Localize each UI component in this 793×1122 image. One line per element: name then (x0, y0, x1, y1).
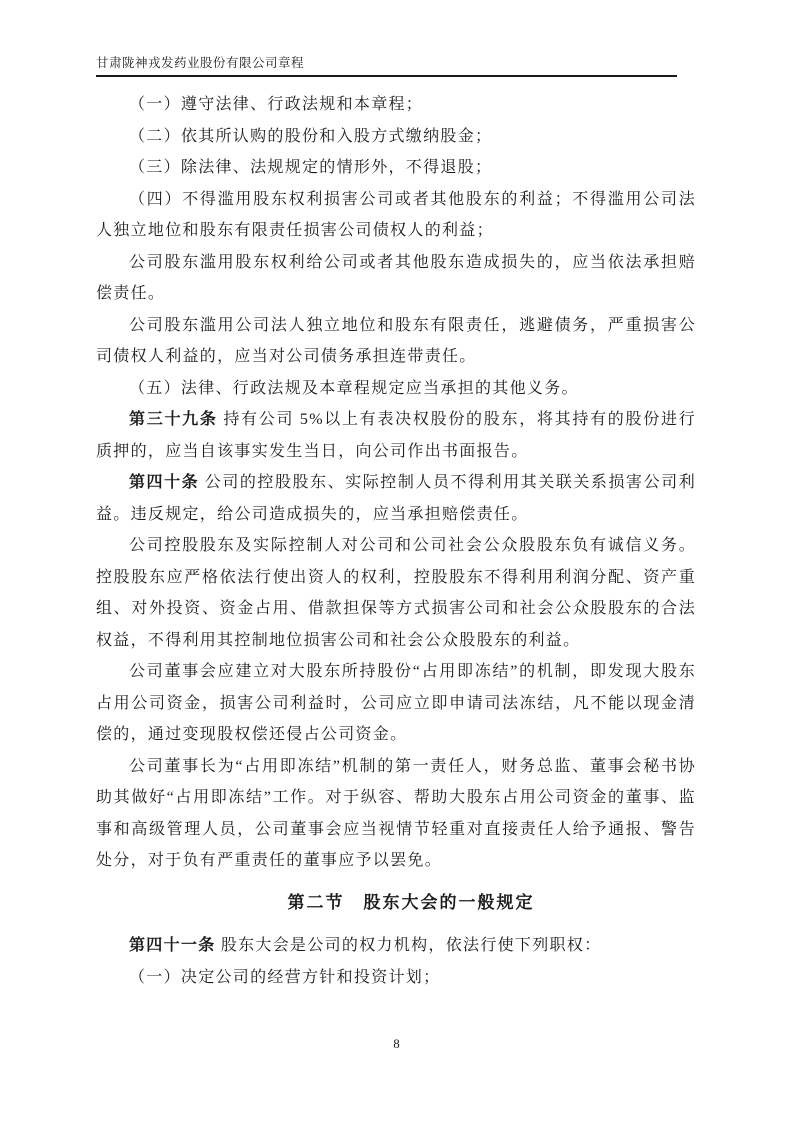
header-title: 甘肃陇神戎发药业股份有限公司章程 (96, 56, 305, 70)
article-number: 第三十九条 (129, 411, 218, 428)
paragraph: （三）除法律、法规规定的情形外，不得退股； (129, 159, 493, 176)
section-heading: 第二节 股东大会的一般规定 (287, 892, 535, 912)
paragraph: （一）遵守法律、行政法规和本章程； (129, 96, 424, 113)
paragraph: 公司控股股东及实际控制人对公司和公司社会公众股股东负有诚信义务。控股股东应严格依法行使出资人的权利，控股股东不得利用利润分配、资产重组、对外投资、资金占用、借款担保等方式损害公司和社会公众股股东的合法权益，不得利用其控制地位损害公司和社会公众股股东的利益。 (96, 537, 696, 649)
article-number: 第四十条 (129, 474, 200, 491)
paragraph: （一）决定公司的经营方针和投资计划； (129, 968, 441, 986)
paragraph: （二）依其所认购的股份和入股方式缴纳股金； (129, 127, 493, 145)
paragraph: 公司董事长为“占用即冻结”机制的第一责任人，财务总监、董事会秘书协助其做好“占用即冻结”工作。对于纵容、帮助大股东占用公司资金的董事、监事和高级管理人员，公司董事会应当视情节轻重对直接责任人给予通报、警告处分，对于负有严重责任的董事应予以罢免。 (96, 757, 696, 869)
paragraph: （四）不得滥用股东权利损害公司或者其他股东的利益；不得滥用公司法人独立地位和股东有限责任损害公司债权人的利益； (96, 190, 696, 239)
page-header (96, 53, 677, 77)
paragraph: 公司董事会应建立对大股东所持股份“占用即冻结”的机制，即发现大股东占用公司资金，损害公司利益时，公司应立即申请司法冻结，凡不能以现金清偿的，通过变现股权偿还侵占公司资金。 (96, 663, 696, 743)
paragraph: 第三十九条 持有公司 5%以上有表决权股份的股东，将其持有的股份进行质押的，应当自该事实发生当日，向公司作出书面报告。 (96, 411, 696, 460)
paragraph: （五）法律、行政法规及本章程规定应当承担的其他义务。 (129, 379, 579, 397)
page-footer (0, 1036, 793, 1052)
paragraph: 第四十一条 股东大会是公司的权力机构，依法行使下列职权： (129, 937, 602, 954)
paragraph: 第四十条 公司的控股股东、实际控制人员不得利用其关联关系损害公司利益。违反规定，给公司造成损失的，应当承担赔偿责任。 (96, 474, 697, 523)
document-body (96, 89, 696, 993)
paragraph: 公司股东滥用公司法人独立地位和股东有限责任，逃避债务，严重损害公司债权人利益的，应当对公司债务承担连带责任。 (96, 316, 696, 365)
article-number: 第四十一条 (129, 937, 216, 954)
page-number: 8 (393, 1036, 400, 1051)
paragraph: 公司股东滥用股东权利给公司或者其他股东造成损失的，应当依法承担赔偿责任。 (96, 253, 696, 302)
